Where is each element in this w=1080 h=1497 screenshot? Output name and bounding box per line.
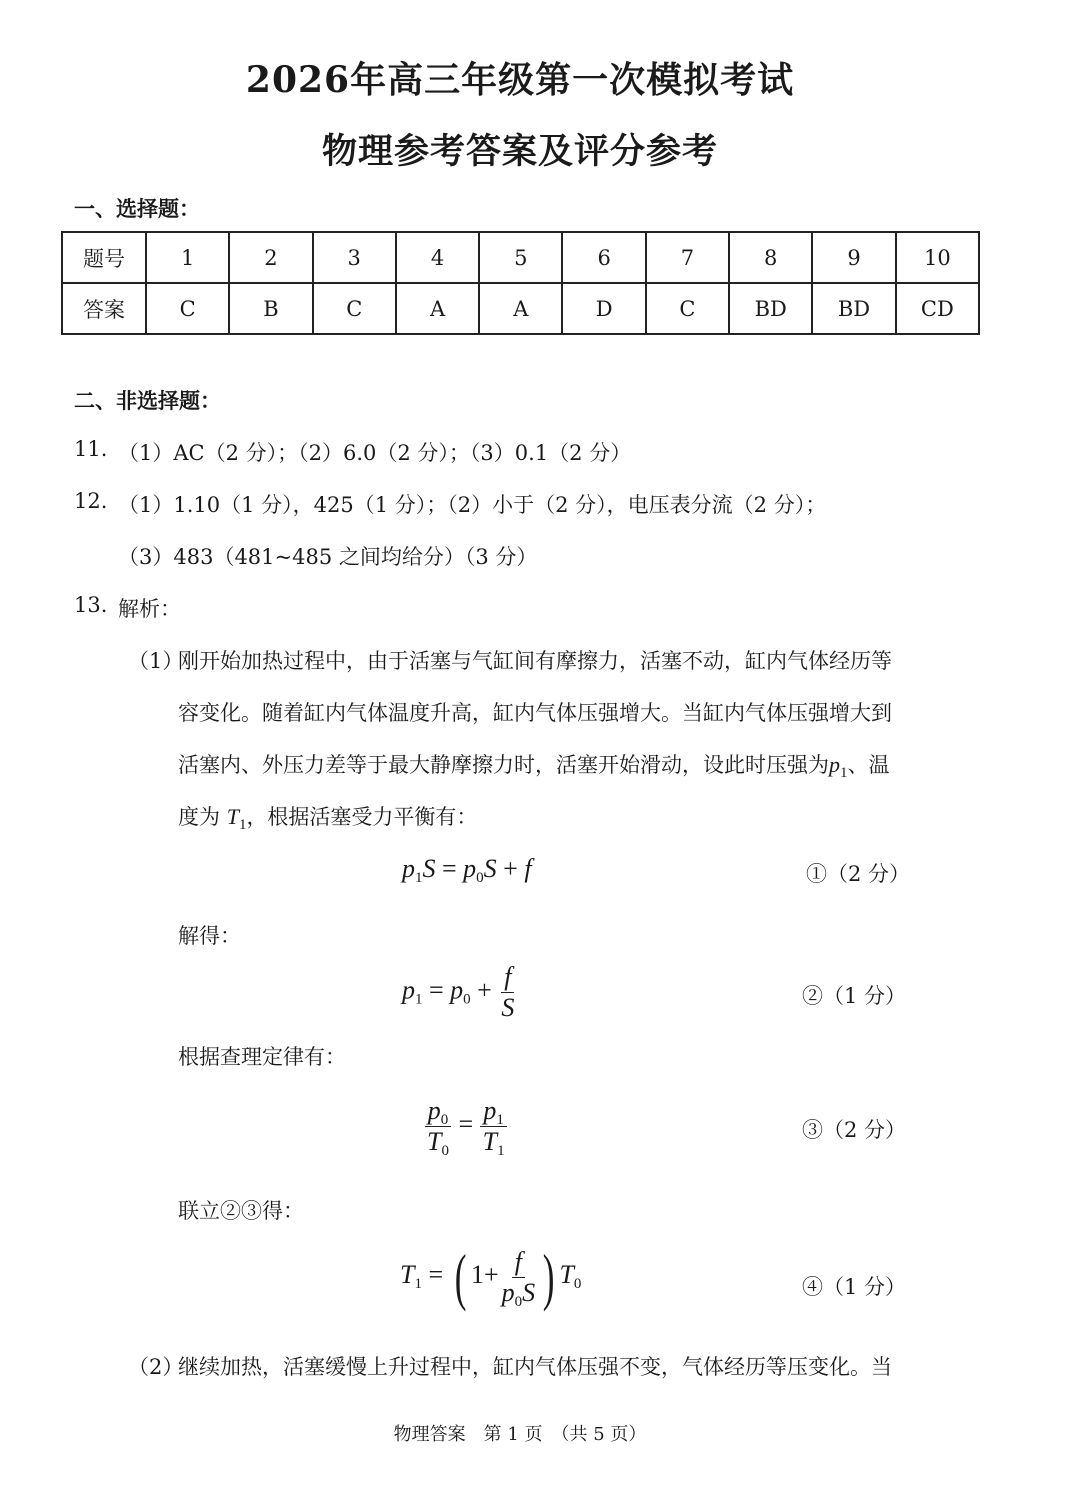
table-cell: 8 [729,232,812,283]
table-cell: BD [812,283,895,334]
q13-paragraph-line1: 刚开始加热过程中，由于活塞与气缸间有摩擦力，活塞不动，缸内气体经历等 [178,649,892,673]
equation-4: $T_1$ = ( 1+ $\frac{f}{p_0S}$ ) $T_0$ [400,1241,582,1312]
symbol: p [829,752,840,777]
table-cell: C [646,283,729,334]
table-cell: 3 [313,232,396,283]
subscript: 1 [840,765,848,781]
table-cell: BD [729,283,812,334]
q13-number: 13. [74,593,108,617]
q12-answer-line2: （3）483（481~485 之间均给分）（3 分） [118,545,538,569]
table-cell: A [396,283,479,334]
equation-3-score: ③（2 分） [802,1118,907,1142]
q13-paragraph-line4 [178,801,477,831]
table-cell: 答案 [62,283,146,334]
table-cell: 4 [396,232,479,283]
equation-1-score: ①（2 分） [806,862,911,886]
section1-heading: 一、选择题： [74,196,200,221]
table-row [62,283,979,334]
combine-label: 联立②③得： [178,1199,304,1223]
text-span: 度为 [178,805,220,829]
q12-answer-line1: （1）1.10（1 分），425（1 分）；（2）小于（2 分），电压表分流（2 分）； [118,493,827,517]
q13-label: 解析： [118,597,181,621]
q13-part2-line1: 继续加热，活塞缓慢上升过程中，缸内气体压强不变，气体经历等压变化。当 [178,1355,892,1379]
equation-1: $p_1S = p_0S + f$ [402,854,532,886]
table-cell: 7 [646,232,729,283]
table-cell: 题号 [62,232,146,283]
equation-4-score: ④（1 分） [802,1275,907,1299]
table-cell: A [479,283,562,334]
answer-table [61,231,980,335]
page-subtitle: 物理参考答案及评分参考 [321,131,718,172]
equation-2-score: ②（1 分） [802,984,907,1008]
page-footer: 物理答案 第 1 页 （共 5 页） [393,1424,647,1445]
q11-answer: （1）AC（2 分）；（2）6.0（2 分）；（3）0.1（2 分） [118,441,632,465]
table-cell: 9 [812,232,895,283]
text-span: ，根据活塞受力平衡有： [246,805,478,829]
q13-paragraph-line2: 容变化。随着缸内气体温度升高，缸内气体压强增大。当缸内气体压强增大到 [178,701,892,725]
q11-number: 11. [74,437,108,461]
subscript: 1 [238,817,247,833]
table-cell: C [313,283,396,334]
section2-heading: 二、非选择题： [74,388,221,413]
table-cell: 10 [896,232,979,283]
q13-part2-tag: （2） [128,1355,184,1379]
charles-law-label: 根据查理定律有： [178,1045,346,1069]
symbol: T [226,804,239,829]
page-title: 2026年高三年级第一次模拟考试 [245,59,795,101]
table-cell: 5 [479,232,562,283]
text-span: 活塞内、外压力差等于最大静摩擦力时，活塞开始滑动，设此时压强为 [178,753,829,777]
table-cell: 6 [562,232,645,283]
equation-2: $p_1 = p_0$ + $\frac{f}{S}$ [402,962,515,1022]
text-span: 、温 [847,753,890,777]
table-cell: 1 [146,232,229,283]
table-cell: CD [896,283,979,334]
table-row [62,232,979,283]
table-cell: C [146,283,229,334]
q13-paragraph-line3 [178,749,890,779]
solve-label: 解得： [178,924,241,948]
table-cell: 2 [229,232,312,283]
table-cell: D [562,283,645,334]
table-cell: B [229,283,312,334]
equation-3: $\frac{p_0}{T_0}$ = $\frac{p_1}{T_1}$ [424,1096,508,1157]
q12-number: 12. [74,489,108,513]
q13-part1-tag: （1） [128,649,184,673]
